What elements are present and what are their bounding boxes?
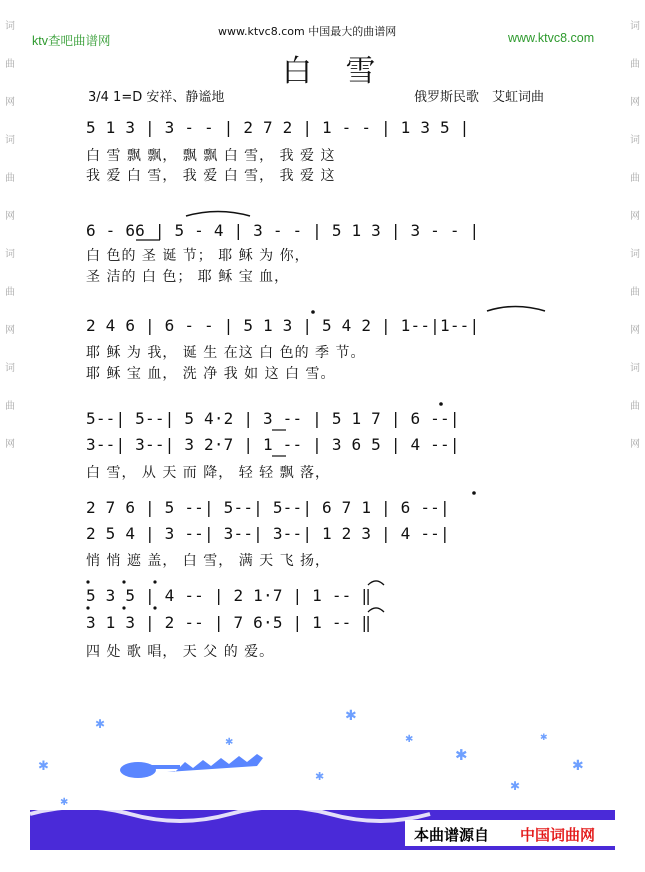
- footer-source-label: 本曲谱源自: [414, 826, 490, 844]
- score-line-5-lower-notes: 2 5 4 | 3 --| 3--| 3--| 1 2 3 | 4 --|: [86, 524, 450, 543]
- score-line-3-lyric-1: 耶 稣 为 我， 诞 生 在这 白 色的 季 节。: [86, 345, 366, 361]
- footer-brand: 中国词曲网: [520, 826, 596, 844]
- score-line-3-lyric-2: 耶 稣 宝 血， 洗 净 我 如 这 白 雪。: [86, 366, 336, 382]
- score-line-4-lyric: 白 雪， 从 天 而 降， 轻 轻 飘 落，: [86, 465, 331, 481]
- site-name-left: ktv查吧曲谱网: [32, 34, 111, 48]
- score-line-5-upper-notes: 2 7 6 | 5 --| 5--| 5--| 6 7 1 | 6 --|: [86, 498, 450, 517]
- site-tagline: www.ktvc8.com 中国最大的曲谱网: [218, 25, 397, 38]
- svg-text:✱: ✱: [405, 734, 414, 745]
- score-line-3-notes: 2 4 6 | 6 - - | 5 1 3 | 5 4 2 | 1--|1--|: [86, 316, 480, 335]
- svg-text:✱: ✱: [510, 779, 521, 793]
- score-line-1-lyric-1: 白 雪 飘 飘， 飘 飘 白 雪， 我 爱 这: [86, 148, 336, 164]
- svg-text:✱: ✱: [572, 758, 584, 774]
- score-line-4-upper-notes: 5--| 5--| 5 4·2 | 3 -- | 5 1 7 | 6 --|: [86, 409, 460, 428]
- svg-text:✱: ✱: [38, 759, 49, 774]
- key-tempo-info: 3/4 1=D 安祥、静谧地: [88, 90, 225, 105]
- score-line-6-lower-notes: 3 1 3 | 2 -- | 7 6·5 | 1 -- ‖: [86, 613, 372, 632]
- svg-text:✱: ✱: [315, 770, 325, 783]
- svg-text:✱: ✱: [345, 708, 357, 724]
- svg-text:✱: ✱: [60, 797, 69, 808]
- right-watermark: 词 曲 网 词 曲 网 词 曲 网 词 曲 网: [630, 21, 640, 450]
- score-line-1-lyric-2: 我 爱 白 雪， 我 爱 白 雪， 我 爱 这: [86, 168, 336, 184]
- song-title: 白 雪: [282, 54, 388, 89]
- svg-text:✱: ✱: [225, 737, 234, 748]
- score-line-2-lyric-1: 白 色的 圣 诞 节； 耶 稣 为 你，: [86, 248, 310, 264]
- score-line-2-lyric-2: 圣 洁的 白 色； 耶 稣 宝 血，: [86, 269, 290, 285]
- score-line-2-notes: 6 - 66 | 5 - 4 | 3 - - | 5 1 3 | 3 - - |: [86, 221, 480, 240]
- svg-text:✱: ✱: [540, 733, 548, 743]
- left-watermark: 词 曲 网 词 曲 网 词 曲 网 词 曲 网: [5, 21, 15, 450]
- score-line-1-notes: 5 1 3 | 3 - - | 2 7 2 | 1 - - | 1 3 5 |: [86, 118, 470, 137]
- score-line-4-lower-notes: 3--| 3--| 3 2·7 | 1 -- | 3 6 5 | 4 --|: [86, 435, 460, 454]
- svg-text:✱: ✱: [95, 717, 106, 731]
- score-line-6-lyric: 四 处 歌 唱， 天 父 的 爱。: [86, 644, 275, 660]
- score-line-5-lyric: 悄 悄 遮 盖， 白 雪， 满 天 飞 扬，: [86, 553, 331, 569]
- snowflakes: [38, 708, 584, 808]
- sleigh-silhouette: [120, 754, 263, 778]
- site-url-right: www.ktvc8.com: [508, 31, 595, 45]
- score-line-6-upper-notes: 5 3 5 | 4 -- | 2 1·7 | 1 -- ‖: [86, 586, 372, 605]
- svg-text:✱: ✱: [455, 746, 468, 764]
- song-credits: 俄罗斯民歌 艾虹词曲: [414, 90, 545, 105]
